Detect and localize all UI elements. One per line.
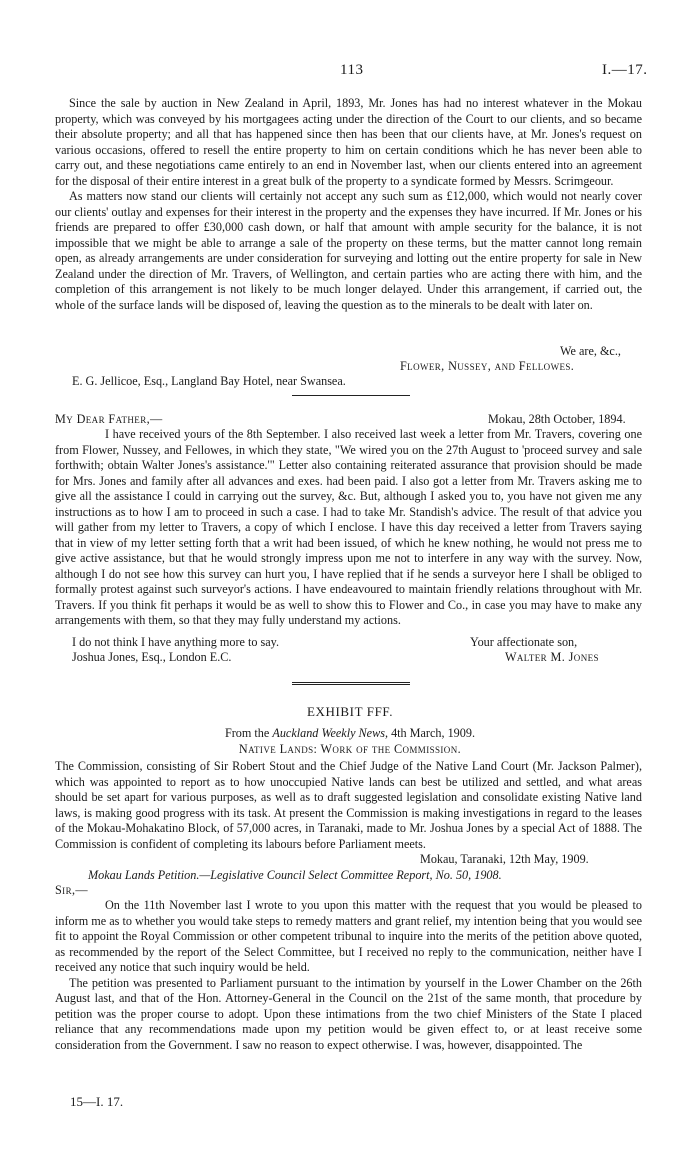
letter2-closing: Your affectionate son,: [470, 635, 578, 649]
exhibit-source-prefix: From the: [224, 726, 270, 740]
letter2-body: I have received yours of the 8th September. I also received last week a letter from Mr. Travers, covering one from Flower, Nussey, and Fellowes, in which they state, "We wired you on the 27th August to 'proceed survey and sale forthwith; obtain Walter Jones's assistance.'" Letter also containing reiterated assurance that provision should be made for Mrs. Jones and family after all advances and exes. had been paid. I also got a letter from Mr. Travers asking me to give all the assistance I could in carrying out the survey, &c. But, although I asked you to, you have not given me any instructions as to how I am to proceed in such a case. I had to take Mr. Standish's advice. The result of that advice you will gather from my letter to Travers, a copy of which I enclose. I have this day received a letter from Travers saying that in view of my letter setting forth that a writ had been issued, of which he knew nothing, he would not press me to give active assistance, but that he would strongly impress upon me not to interfere in any way with the survey. Now, although I do not see how this survey can hurt you, I have replied that if he sends a surveyor here I shall be obliged to formally protest against such surveyor's actions. I have endeavoured to maintain friendly relations throughout with Mr. Travers. If you think fit perhaps it would be as well to show this to Flower and Co., in case you may have to make any arrangements with them, so that they may fully understand my actions.: [55, 427, 642, 627]
letter1-paragraph-1: Since the sale by auction in New Zealand in April, 1893, Mr. Jones has had no interest whatever in the Mokau property, which was conveyed by his mortgagees acting under the direction of the Court to our clients, and so became their absolute property; and all that has happened since then has been that our clients have, at Mr. Jones's request on various occasions, offered to resell the entire property to him on certain conditions which he has never been able to carry out, and these negotiations came entirely to an end in November last, when our clients entered into an agreement for the disposal of their entire interest in a great bulk of the property to a syndicate formed by Messrs. Scrimgeour.: [55, 96, 642, 188]
letter2-body-block: [55, 427, 642, 629]
letter2-final-line: I do not think I have anything more to say.: [72, 635, 280, 649]
paper-reference: I.—17.: [602, 62, 648, 78]
letter3-place-date: Mokau, Taranaki, 12th May, 1909.: [420, 852, 589, 866]
letter1-addressee: E. G. Jellicoe, Esq., Langland Bay Hotel, near Swansea.: [72, 374, 346, 388]
exhibit-source: [0, 726, 700, 741]
letter3-subject: Mokau Lands Petition.—Legislative Council Select Committee Report, No. 50, 1908.: [88, 868, 502, 882]
letter2-place-date: Mokau, 28th October, 1894.: [488, 412, 626, 426]
exhibit-title: EXHIBIT FFF.: [306, 704, 394, 719]
letter3-body: [55, 898, 642, 1053]
letter1-paragraph-2: As matters now stand our clients will certainly not accept any such sum as £12,000, which would not nearly cover our clients' outlay and expenses for their interest in the property and the expenses they have incurred. If Mr. Jones or his friends are prepared to offer £30,000 cash down, or half that amount with ample security for the balance, it is not impossible that we might be able to arrange a sale of the property on these terms, but the matter cannot long remain open, as already arrangements are under consideration for surveying and lotting out the entire property for sale in New Zealand under the direction of Mr. Travers, of Wellington, and certain parties who are acting there with him, and the completion of this arrangement is not likely to be much longer delayed. Under this arrangement, if carried out, the whole of the surface lands will be disposed of, leaving the question as to the minerals to be dealt with later on.: [55, 189, 642, 312]
page-number: 113: [340, 62, 364, 78]
letter3-salutation: Sir,—: [55, 883, 89, 897]
exhibit-source-paper: Auckland Weekly News,: [272, 726, 389, 740]
footer-signature-mark: 15—I. 17.: [70, 1094, 124, 1109]
letter2-addressee: Joshua Jones, Esq., London E.C.: [72, 650, 232, 664]
letter3-paragraph-2: The petition was presented to Parliament pursuant to the intimation by yourself in the Lower Chamber on the 26th August last, and that of the Hon. Attorney-General in the Council on the 21st of the same month, that procedure by petition was the proper course to adopt. Upon these intimations from the two chief Ministers of the State I placed reliance that any recommendations made upon my petition would be given effect to, or at least receive some consideration from the Government. I saw no reason to expect otherwise. I was, however, disappointed. The: [55, 975, 642, 1052]
exhibit-source-date: 4th March, 1909.: [391, 726, 476, 740]
exhibit-body: [55, 759, 642, 852]
letter1-body: [55, 96, 642, 313]
exhibit-paragraph: The Commission, consisting of Sir Robert Stout and the Chief Judge of the Native Land Court (Mr. Jackson Palmer), which was appointed to report as to how unoccupied Native lands can best be utilized and settled, and what areas should be set apart for various purposes, as well as to draft suggested legislation and consolidate existing Native land laws, is making good progress with its task. At present the Commission is making investigations in regard to the leases of the Mokau-Mohakatino Block, of 57,000 acres, in Taranaki, made to Mr. Joshua Jones by a special Act of 1888. The Commission is confident of completing its labours before Parliament meets.: [55, 759, 642, 851]
letter1-closing: We are, &c.,: [560, 344, 621, 358]
letter2-signature: Walter M. Jones: [505, 650, 599, 664]
section-divider: [292, 395, 410, 396]
letter2-salutation: My Dear Father,—: [55, 412, 163, 426]
letter3-paragraph-1: On the 11th November last I wrote to you upon this matter with the request that you would be pleased to inform me as to whether you would take steps to remedy matters and grant relief, my intention being that you would see fit to appoint the Royal Commission or other competent tribunal to inquire into the merits of the petition above quoted, as recommended by the report of the Select Committee, but I received no reply to the communication, neither have I received any notice that such inquiry would be held.: [55, 898, 642, 974]
exhibit-heading: Native Lands: Work of the Commission.: [238, 742, 462, 756]
letter1-signature: Flower, Nussey, and Fellowes.: [400, 359, 575, 373]
exhibit-divider: [292, 682, 410, 685]
